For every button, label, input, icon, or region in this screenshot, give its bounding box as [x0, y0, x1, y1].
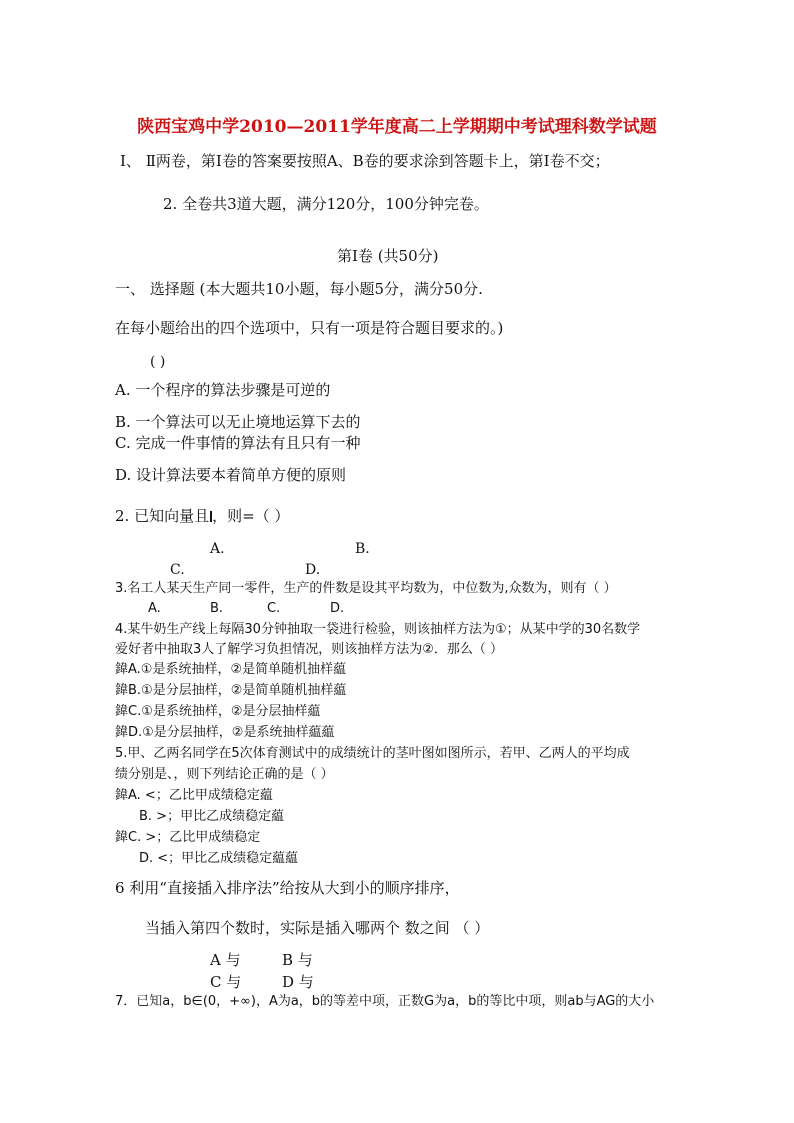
q1-option-d: D. 设计算法要本着简单方便的原则	[115, 466, 347, 484]
q6-stem-line2: 当插入第四个数时，实际是插入哪两个 数之间 （ ）	[145, 919, 490, 937]
q2-option-d: D.	[305, 562, 321, 578]
q5-option-b: B. >；甲比乙成绩稳定藴	[139, 809, 285, 824]
q1-option-a: A. 一个程序的算法步骤是可逆的	[115, 381, 331, 399]
q2-option-b: B.	[355, 541, 370, 557]
part1-intro: 一、 选择题 (本大题共10小题，每小题5分，满分50分.	[115, 280, 483, 298]
q2-stem	[115, 507, 289, 525]
q5-stem-line1: 5.甲、乙两名同学在5次体育测试中的成绩统计的茎叶图如图所示，若甲、乙两人的平均成	[115, 746, 630, 761]
q3-option-c: C.	[267, 601, 281, 616]
q4-option-b: 鍏B.①是分层抽样，②是简单随机抽样藴	[115, 683, 347, 698]
q2-option-c: C.	[170, 562, 185, 578]
q3-stem: 3.名工人某天生产同一零件，生产的件数是设其平均数为，中位数为,众数为，则有（ ）	[115, 581, 617, 596]
exam-title: 陕西宝鸡中学2010—2011学年度高二上学期期中考试理科数学试题	[137, 117, 657, 137]
q2-option-a: A.	[210, 541, 225, 557]
q7-stem: 7．已知a，b∈(0，+∞)，A为a，b的等差中项，正数G为a，b的等比中项，则ab与AG的大小	[115, 994, 655, 1009]
q3-option-a: A.	[148, 601, 161, 616]
q2-stem-part-b: ，则=（ ）	[212, 507, 290, 525]
q5-option-a: 鍏A. <；乙比甲成绩稳定藴	[115, 788, 273, 803]
q4-stem-line1: 4.某牛奶生产线上每隔30分钟抽取一袋进行检验，则该抽样方法为①；从某中学的30名数学	[115, 622, 641, 637]
q3-option-b: B.	[210, 601, 224, 616]
note-answer-sheet: Ⅰ、 Ⅱ两卷，第Ⅰ卷的答案要按照A、B卷的要求涂到答题卡上，第Ⅰ卷不交；	[120, 152, 610, 170]
part1-intro-2: 在每小题给出的四个选项中，只有一项是符合题目要求的。)	[115, 319, 504, 337]
q1-answer-paren: ( )	[150, 354, 166, 370]
note-score-time: 2. 全卷共3道大题，满分120分，100分钟完卷。	[163, 195, 489, 213]
section-heading: 第Ⅰ卷 (共50分)	[337, 247, 439, 265]
q3-option-d: D.	[330, 601, 345, 616]
q6-option-a: A 与	[210, 951, 241, 969]
q5-option-d: D. <；甲比乙成绩稳定藴藴	[139, 851, 299, 866]
q6-option-d: D 与	[282, 973, 314, 991]
q5-stem-line2: 绩分别是、，则下列结论正确的是（ ）	[115, 767, 334, 782]
q4-stem-line2: 爱好者中抽取3人了解学习负担情况，则该抽样方法为②．那么（ ）	[115, 642, 504, 657]
q4-option-d: 鍏D.①是分层抽样，②是系统抽样藴藴	[115, 725, 335, 740]
q1-option-c: C. 完成一件事情的算法有且只有一种	[115, 434, 361, 452]
q1-option-b: B. 一个算法可以无止境地运算下去的	[115, 413, 361, 431]
q6-option-b: B 与	[282, 951, 313, 969]
q4-option-c: 鍏C.①是系统抽样，②是分层抽样藴	[115, 704, 321, 719]
q6-option-c: C 与	[210, 973, 242, 991]
q4-option-a: 鍏A.①是系统抽样，②是简单随机抽样藴	[115, 662, 347, 677]
q2-stem-part-a: 2. 已知向量且	[115, 507, 210, 525]
q5-option-c: 鍏C. >；乙比甲成绩稳定	[115, 830, 261, 845]
q6-stem-line1: 6 利用“直接插入排序法”给按从大到小的顺序排序，	[115, 879, 460, 897]
